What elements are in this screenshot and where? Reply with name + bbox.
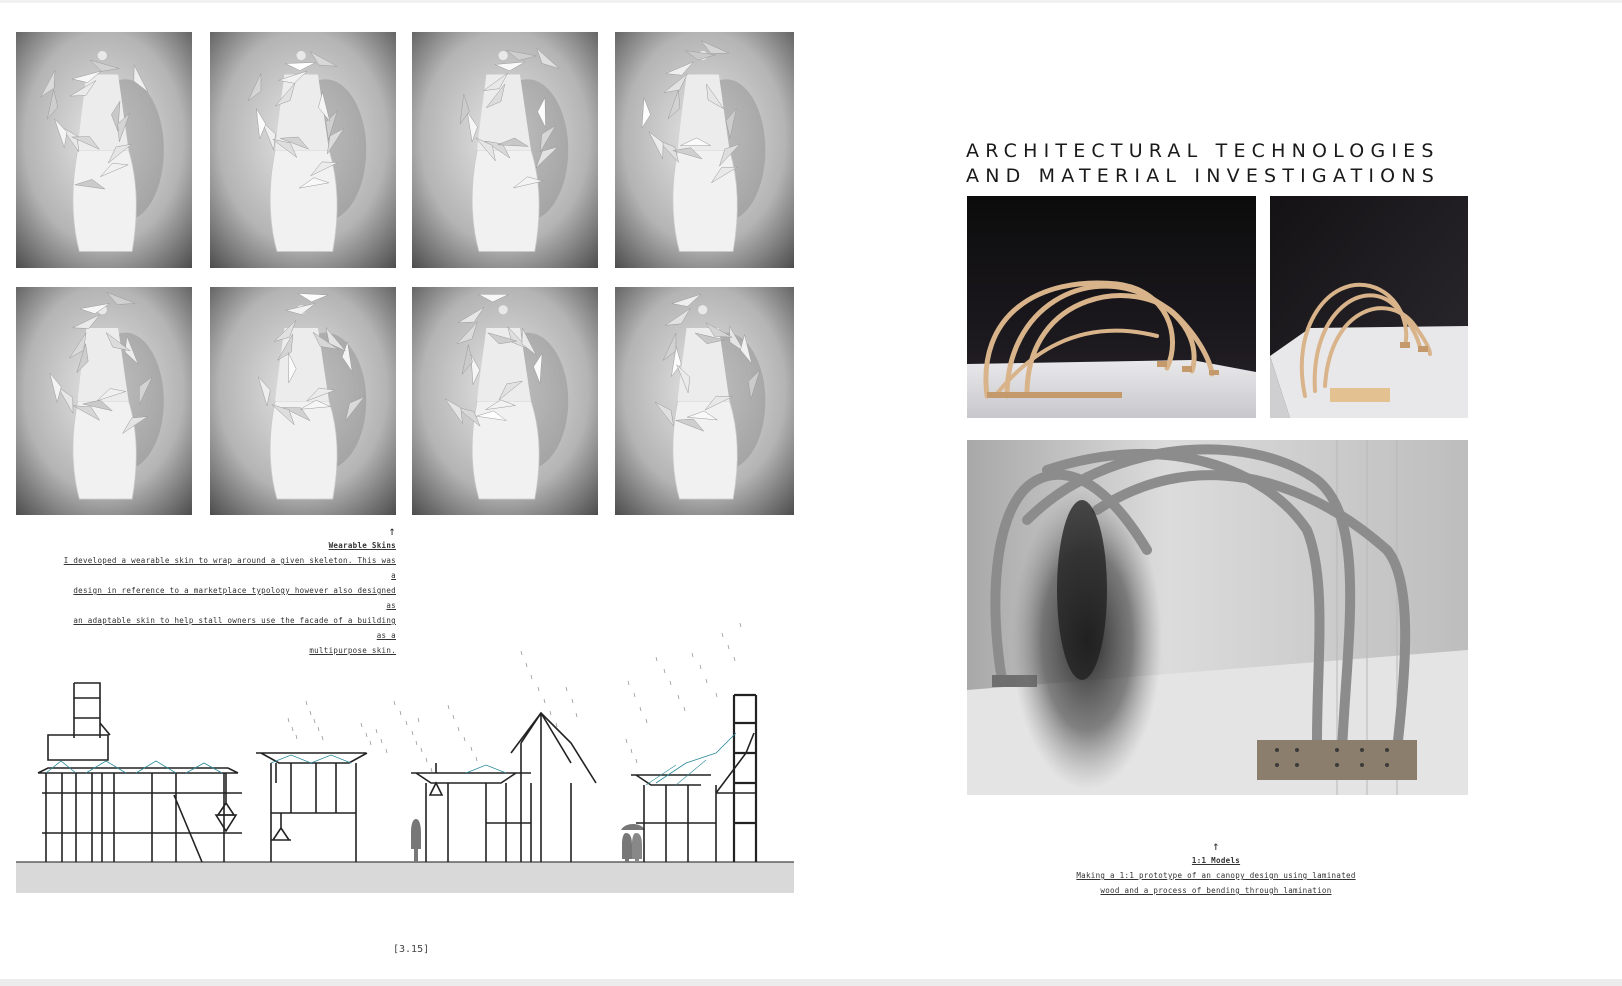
arch-model-photo-1: [967, 196, 1256, 418]
caption-title: Wearable Skins: [328, 541, 396, 550]
page-bottom-edge: [0, 979, 1622, 986]
marketplace-section-drawing: [16, 623, 794, 893]
caption-line: multipurpose skin.: [309, 646, 396, 655]
document-spread: [0, 3, 1622, 979]
mannequin-photo-6: [210, 287, 396, 515]
page-number: [3.15]: [393, 944, 430, 955]
up-arrow-icon: ↑: [388, 524, 396, 538]
mannequin-photo-2: [210, 32, 396, 268]
mannequin-photo-8: [615, 287, 794, 515]
mannequin-photo-1: [16, 32, 192, 268]
up-arrow-icon: ↑: [1212, 839, 1220, 853]
full-scale-model-photo: [967, 440, 1468, 795]
page-heading: [966, 139, 1440, 189]
caption-title: 1:1 Models: [1191, 856, 1241, 865]
mannequin-photo-5: [16, 287, 192, 515]
heading-line: AND MATERIAL INVESTIGATIONS: [966, 165, 1441, 187]
caption-line: an adaptable skin to help stall owners use the facade of a building as a: [73, 616, 396, 640]
caption-line: design in reference to a marketplace typology however also designed as: [73, 586, 396, 610]
mannequin-photo-7: [412, 287, 598, 515]
mannequin-photo-3: [412, 32, 598, 268]
caption-line: wood and a process of bending through lamination: [1100, 886, 1332, 895]
caption-line: I developed a wearable skin to wrap around a given skeleton. This was a: [63, 556, 396, 580]
caption-line: Making a 1:1 prototype of an canopy design using laminated: [1076, 871, 1356, 880]
mannequin-photo-4: [615, 32, 794, 268]
arch-model-photo-2: [1270, 196, 1468, 418]
heading-line: ARCHITECTURAL TECHNOLOGIES: [966, 140, 1440, 162]
full-scale-models-caption: [1060, 839, 1372, 898]
